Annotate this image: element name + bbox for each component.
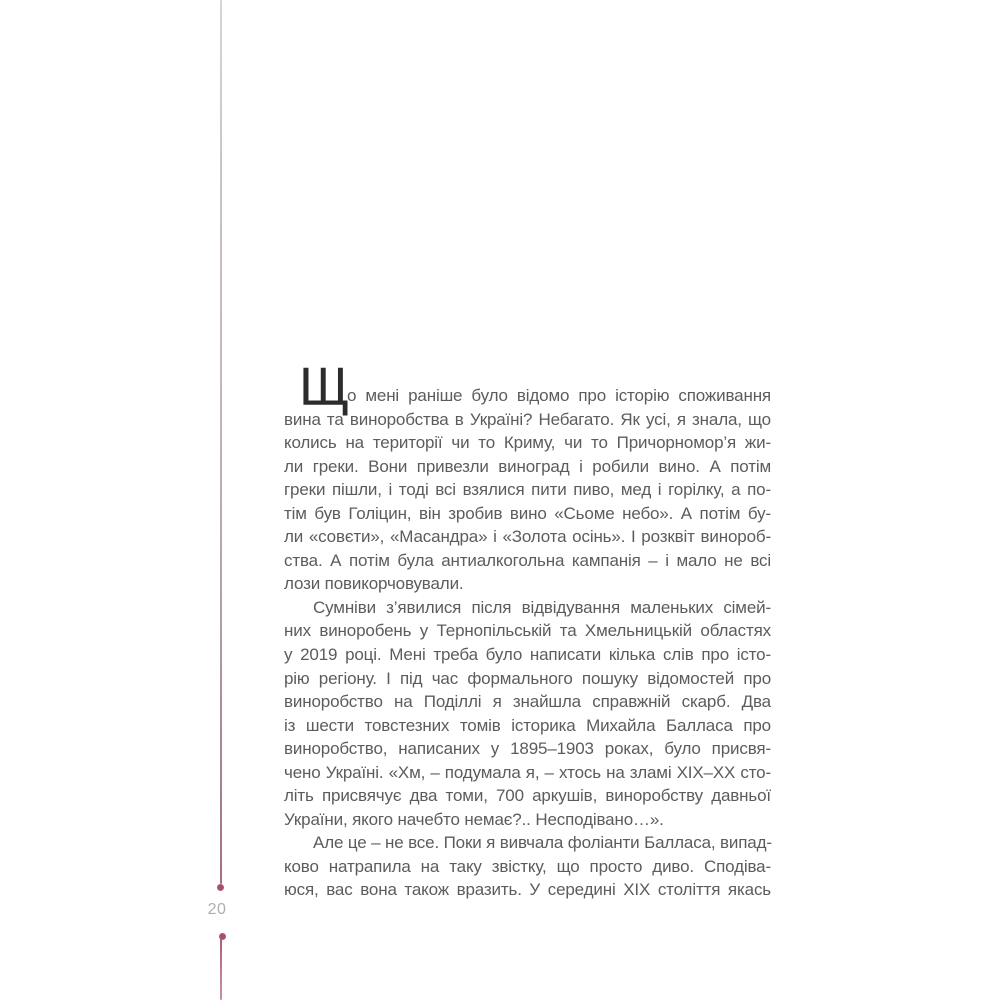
text-line: тім був Голіцин, він зробив вино «Сьоме небо». А потім бу- bbox=[284, 503, 771, 523]
dropcap-letter: Щ bbox=[299, 357, 350, 417]
text-line: із шести товстезних томів історика Михайла Балласа про bbox=[284, 715, 771, 735]
margin-rule-top-segment bbox=[220, 0, 222, 884]
text-line: ково натрапила на таку звістку, що просто диво. Сподіва- bbox=[284, 856, 771, 876]
text-line: виноробство на Поділлі я знайшла справжній скарб. Два bbox=[284, 692, 771, 712]
page-number: 20 bbox=[207, 901, 227, 918]
text-line: літь присвячує два томи, 700 аркушів, виноробству давньої bbox=[284, 786, 771, 806]
text-line: юся, вас вона також вразить. У середині XIX століття якась bbox=[284, 880, 771, 900]
text-line: ства. А потім була антиалкогольна кампанія – і мало не всі bbox=[284, 550, 771, 570]
paragraph-3 bbox=[284, 831, 771, 902]
text-line: них виноробень у Тернопільській та Хмельницькій областях bbox=[284, 621, 771, 641]
text-line: колись на території чи то Криму, чи то Причорномор’я жи- bbox=[284, 433, 771, 453]
text-line: греки пішли, і тоді всі взялися пити пиво, мед і горілку, а по- bbox=[284, 480, 771, 500]
text-line: рію регіону. І під час формального пошуку відомостей про bbox=[284, 668, 771, 688]
text-line: вина та виноробства в Україні? Небагато. Як усі, я знала, що bbox=[284, 409, 771, 429]
text-line: виноробство, написаних у 1895–1903 роках, було присвя- bbox=[284, 739, 771, 759]
text-line: у 2019 році. Мені треба було написати кілька слів про істо- bbox=[284, 645, 771, 665]
text-line: України, якого начебто немає?.. Несподівано…». bbox=[284, 809, 664, 829]
text-line: ли греки. Вони привезли виноград і робили вино. А потім bbox=[284, 456, 771, 476]
margin-rule-bottom-segment bbox=[220, 939, 222, 1000]
text-line: чено Україні. «Хм, – подумала я, – хтось на зламі XIX–XX сто- bbox=[284, 762, 771, 782]
body-text bbox=[284, 357, 772, 902]
text-line: ли «совєти», «Масандра» і «Золота осінь». І розквіт винороб- bbox=[284, 527, 771, 547]
text-line: Сумніви з’явилися після відвідування маленьких сімей- bbox=[313, 597, 771, 617]
text-line: лози повикорчовували. bbox=[284, 574, 464, 594]
text-line: о мені раніше було відомо про історію споживання bbox=[347, 386, 771, 405]
text-line: Але це – не все. Поки я вивчала фоліанти Балласа, випад- bbox=[313, 833, 772, 853]
paragraph-2 bbox=[284, 596, 771, 831]
paragraph-1 bbox=[284, 357, 771, 596]
margin-rule-upper-dot bbox=[217, 884, 224, 891]
